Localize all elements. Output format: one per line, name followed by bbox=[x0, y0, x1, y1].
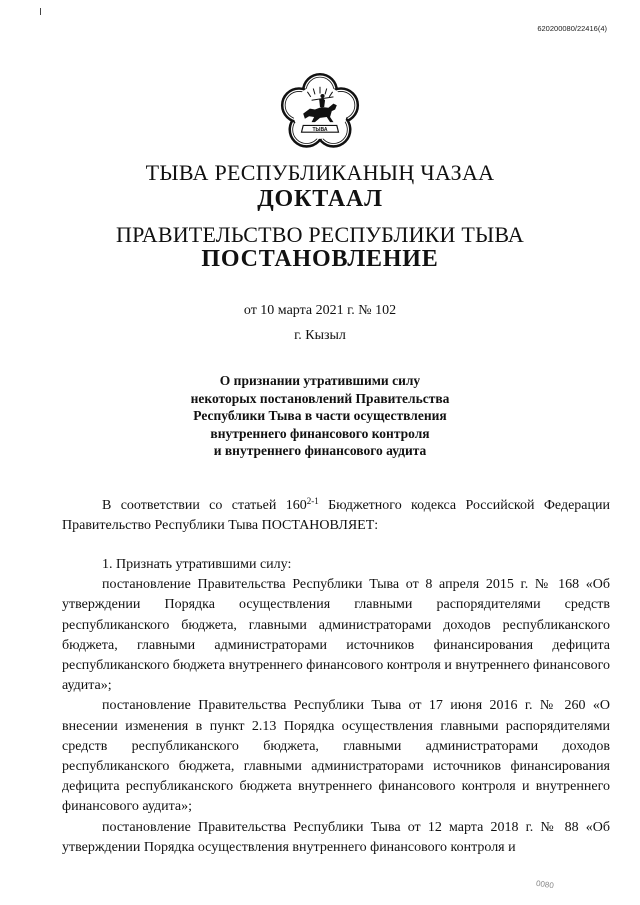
tuva-emblem-icon bbox=[278, 70, 362, 154]
body-paragraph: постановление Правительства Республики Тыва от 17 июня 2016 г. № 260 «О внесении изменения в пункт 2.13 Порядка осуществления главными распорядителями средств республиканского бюджета, главными администраторами доходов республиканского бюджета, главными администраторами источников финансирования дефицита республиканского бюджета внутреннего финансового контроля и внутреннего финансового аудита»; bbox=[62, 698, 610, 815]
subject-line: и внутреннего финансового аудита bbox=[213, 443, 427, 458]
article-superscript: 2-1 bbox=[306, 496, 319, 506]
emblem-label: ТЫВА bbox=[312, 126, 328, 133]
body-paragraph: 1. Признать утратившими силу: bbox=[102, 557, 292, 572]
subject-line: некоторых постановлений Правительства bbox=[190, 390, 450, 406]
tuvan-document-type: ДОКТААЛ bbox=[257, 186, 383, 212]
preamble-text-end: Бюджетного кодекса Российской Федерации Правительство Республики Тыва ПОСТАНОВЛЯЕТ: bbox=[62, 498, 610, 534]
corner-mark bbox=[40, 8, 41, 15]
tuvan-government-name: ТЫВА РЕСПУБЛИКАНЫҢ ЧАЗАА bbox=[145, 160, 495, 185]
document-city: г. Кызыл bbox=[294, 328, 346, 343]
russian-document-type: ПОСТАНОВЛЕНИЕ bbox=[201, 246, 439, 272]
subject-line: внутреннего финансового контроля bbox=[210, 425, 430, 441]
subject-line: О признании утратившими силу bbox=[219, 373, 421, 388]
subject-line: Республики Тыва в части осуществления bbox=[193, 408, 447, 423]
document-subject bbox=[0, 372, 640, 460]
preamble bbox=[62, 496, 610, 536]
russian-government-name: ПРАВИТЕЛЬСТВО РЕСПУБЛИКИ ТЫВА bbox=[116, 222, 524, 247]
body-paragraph: постановление Правительства Республики Тыва от 8 апреля 2015 г. № 168 «Об утверждении Порядка осуществления главными распорядителями средств республиканского бюджета, главными администраторами доходов республиканского бюджета, главными администраторами источников финансирования дефицита республиканского бюджета внутреннего финансового контроля и внутреннего финансового аудита»; bbox=[62, 577, 610, 694]
document-barcode-id: 620200080/22416(4) bbox=[537, 24, 607, 33]
preamble-text-start: В соответствии со статьей 160 bbox=[102, 498, 307, 513]
resolution-body bbox=[62, 555, 610, 858]
stamp-mark: 0080 bbox=[535, 878, 555, 891]
preamble-paragraph bbox=[62, 496, 610, 536]
document-date-number: от 10 марта 2021 г. № 102 bbox=[243, 303, 397, 318]
body-paragraph: постановление Правительства Республики Тыва от 12 марта 2018 г. № 88 «Об утверждении Порядка осуществления внутреннего финансового контроля и bbox=[62, 819, 610, 855]
